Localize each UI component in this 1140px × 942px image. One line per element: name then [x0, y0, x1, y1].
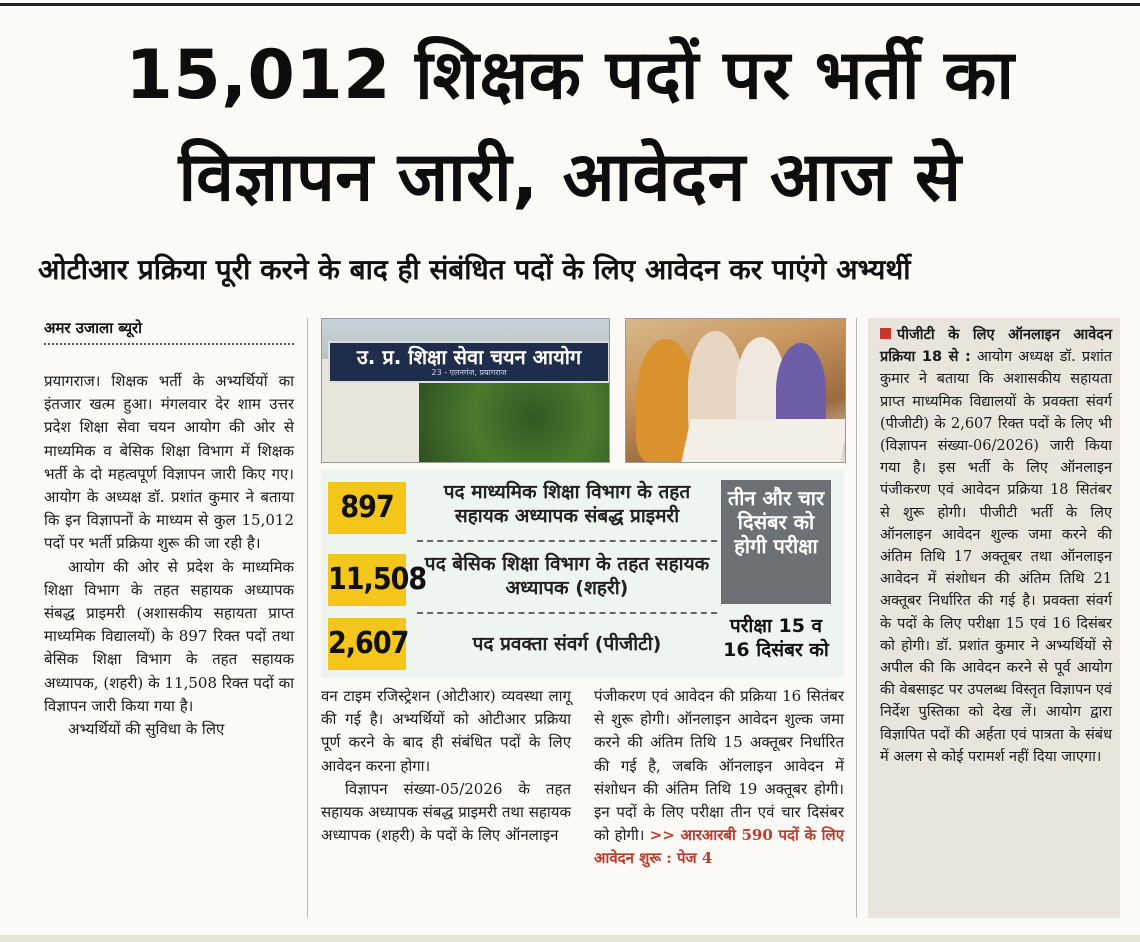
column-1-paragraph: आयोग की ओर से प्रदेश के माध्यमिक शिक्षा विभाग के तहत सहायक अध्यापक संबद्ध प्राइमरी (अशासकीय सहायता प्राप्त माध्यमिक विद्यालयों) के 897 रिक्त पदों तथा बेसिक शिक्षा विभाग के तहत सहायक अध्यापक, (शहरी) के 11,508 रिक्त पदों का विज्ञापन जारी किया गया है। — [44, 557, 294, 715]
post-description: पद बेसिक शिक्षा विभाग के तहत सहायक अध्यापक (शहरी) — [424, 553, 710, 599]
signboard-text: उ. प्र. शिक्षा सेवा चयन आयोग — [356, 345, 582, 369]
byline: अमर उजाला ब्यूरो — [44, 319, 143, 337]
column-1-paragraph: प्रयागराज। शिक्षक भर्ती के अभ्यर्थियों का इंतजार खत्म हुआ। मंगलवार देर शाम उत्तर प्रदेश शिक्षा सेवा चयन आयोग की ओर से माध्यमिक व बेसिक शिक्षा विभाग में शिक्षक भर्ती के दो महत्वपूर्ण विज्ञापन जारी किए गए। आयोग के अध्यक्ष डॉ. प्रशांत कुमार ने बताया कि इन विज्ञापनों के माध्यम से कुल 15,012 पदों पर भर्ती प्रक्रिया शुरू की जा रही है। — [44, 372, 294, 553]
posts-summary-panel — [321, 470, 844, 678]
column-2-paragraph: वन टाइम रजिस्ट्रेशन (ओटीआर) व्यवस्था लागू की गई है। अभ्यर्थियों को ओटीआर प्रक्रिया पूर्ण करने के बाद ही संबंधित पदों के लिए आवेदन करना होगा। — [321, 687, 571, 775]
column-divider — [307, 318, 308, 918]
post-divider — [417, 612, 717, 614]
candidates-writing-photo — [625, 318, 846, 463]
headline-line-2: विज्ञापन जारी, आवेदन आज से — [178, 138, 962, 217]
sidebar-body: आयोग अध्यक्ष डॉ. प्रशांत कुमार ने बताया कि अशासकीय सहायता प्राप्त माध्यमिक विद्यालयों के प्रवक्ता संवर्ग (पीजीटी) के 2,607 रिक्त पदों के लिए भी (विज्ञापन संख्या-06/2026) जारी किया गया है। इस भर्ती के लिए ऑनलाइन पंजीकरण एवं आवेदन प्रक्रिया 18 सितंबर से शुरू होगी। पीजीटी भर्ती के लिए ऑनलाइन आवेदन शुल्क जमा करने की अंतिम तिथि 17 अक्तूबर तथा ऑनलाइन आवेदन में संशोधन की अंतिम तिथि 21 अक्तूबर निर्धारित की गई है। प्रवक्ता संवर्ग के पदों के लिए परीक्षा 15 एवं 16 दिसंबर को होगी। डॉ. प्रशांत कुमार ने अभ्यर्थियों से अपील की कि आवेदन करने से पूर्व आयोग की वेबसाइट पर उपलब्ध विस्तृत विज्ञापन एवं निर्देश पुस्तिका को देख लें। आयोग द्वारा विज्ञापित पदों की अर्हता एवं पात्रता के संबंध में अलग से कोई परामर्श नहीं दिया जाएगा। — [880, 349, 1112, 765]
headline-line-1: 15,012 शिक्षक पदों पर भर्ती का — [125, 36, 1015, 115]
post-count-box: 2,607 — [328, 618, 406, 670]
square-bullet-icon — [880, 328, 891, 339]
sidebar-lead: पीजीटी के लिए ऑनलाइन आवेदन प्रक्रिया 18 से : — [880, 327, 1112, 366]
exam-paper-shape — [681, 419, 846, 462]
exam-date-pgt: परीक्षा 15 व 16 दिसंबर को — [723, 615, 829, 661]
post-divider — [417, 540, 717, 542]
commission-signboard — [328, 341, 610, 383]
page-4-reference-link[interactable]: >> आरआरबी 590 पदों के लिए आवेदन शुरू : पेज 4 — [594, 826, 844, 868]
column-1-paragraph: अभ्यर्थियों की सुविधा के लिए — [68, 720, 225, 739]
post-count-box: 897 — [328, 482, 406, 534]
subheadline: ओटीआर प्रक्रिया पूरी करने के बाद ही संबंधित पदों के लिए आवेदन कर पाएंगे अभ्यर्थी — [38, 253, 911, 286]
pgt-sidebar-box — [868, 318, 1120, 918]
column-3-paragraph — [594, 685, 844, 871]
bottom-rule — [0, 935, 1140, 942]
byline-divider — [44, 343, 294, 345]
commission-building-photo — [321, 318, 610, 463]
article-column-3 — [594, 685, 844, 871]
post-description: पद प्रवक्ता संवर्ग (पीजीटी) — [472, 633, 662, 655]
column-3-text: पंजीकरण एवं आवेदन की प्रक्रिया 16 सितंबर से शुरू होगी। ऑनलाइन आवेदन शुल्क जमा करने की अंतिम तिथि 15 अक्तूबर निर्धारित की गई है, जबकि ऑनलाइन आवेदन में संशोधन की अंतिम तिथि 19 अक्तूबर होगी। इन पदों के लिए परीक्षा तीन एवं चार दिसंबर को होगी। — [594, 687, 844, 845]
exam-date-primary-box: तीन और चार दिसंबर को होगी परीक्षा — [721, 480, 831, 604]
column-2-paragraph: विज्ञापन संख्या-05/2026 के तहत सहायक अध्यापक संबद्ध प्राइमरी तथा सहायक अध्यापक (शहरी) के पदों के लिए ऑनलाइन — [321, 779, 571, 845]
article-column-2 — [321, 685, 571, 847]
article-column-1 — [44, 370, 294, 741]
post-count-box: 11,508 — [328, 554, 406, 606]
column-divider — [856, 318, 857, 918]
sidebar-text — [880, 324, 1112, 768]
post-description: पद माध्यमिक शिक्षा विभाग के तहत सहायक अध्यापक संबद्ध प्राइमरी — [443, 481, 691, 527]
signboard-address: 23 - एलनगंज, प्रयागराज — [431, 368, 507, 377]
top-rule — [0, 3, 1140, 6]
